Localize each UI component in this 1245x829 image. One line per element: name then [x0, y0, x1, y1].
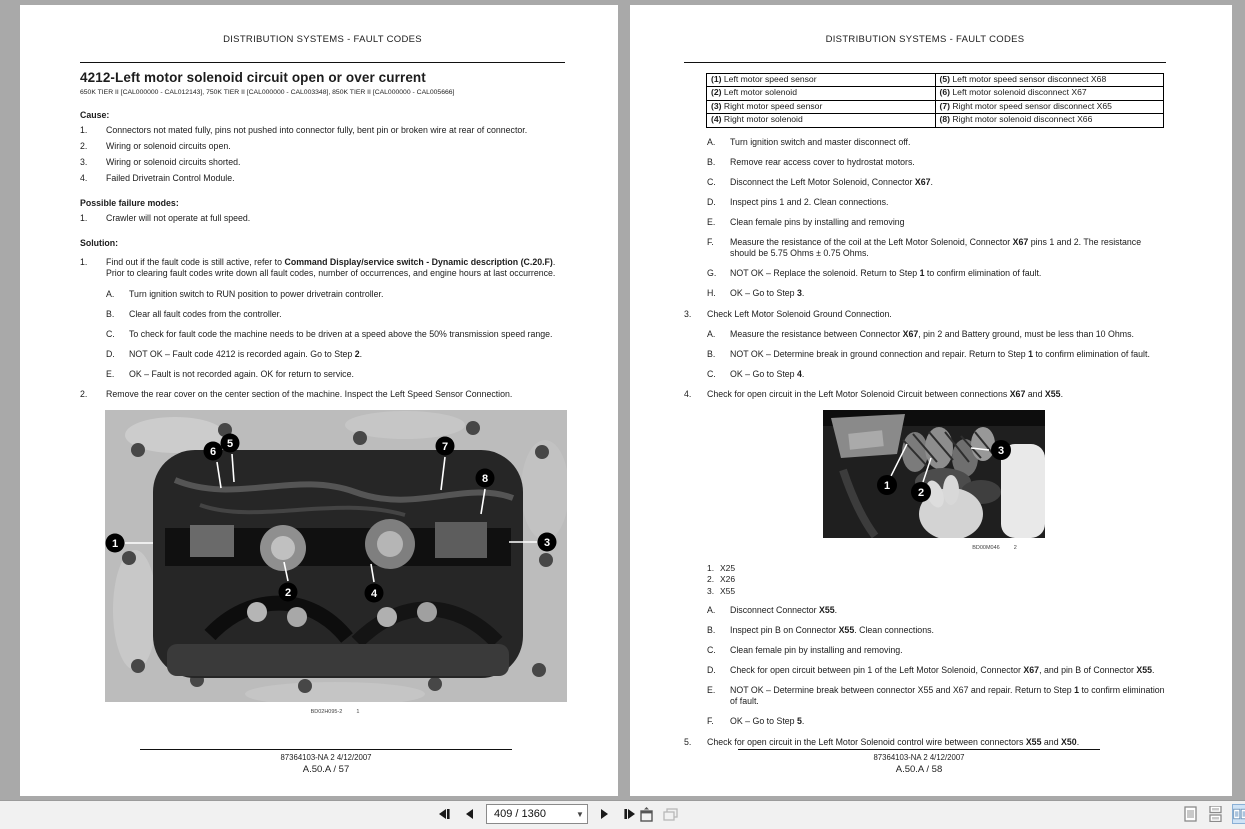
list-item: [707, 369, 1166, 380]
list-item-text: Measure the resistance of the coil at the Left Motor Solenoid, Connector X67 pins 1 and 2. The resistance should be 5.75 Ohms ± 0.75 Ohms.: [730, 237, 1142, 259]
footer-rule: [140, 749, 512, 750]
list-item: [684, 737, 1166, 748]
list-item: [707, 716, 1166, 727]
list-item: [106, 349, 565, 360]
list-item: [106, 369, 565, 380]
previous-page-button[interactable]: [460, 804, 480, 824]
list-item-text: X25: [720, 562, 736, 573]
list-item-text: Failed Drivetrain Control Module.: [106, 173, 235, 184]
list-item-label: C.: [707, 176, 716, 187]
list-item-text: Turn ignition switch and master disconnect off.: [730, 136, 911, 147]
fault-code-title: 4212-Left motor solenoid circuit open or over current: [80, 70, 426, 85]
chevron-down-icon[interactable]: ▼: [576, 809, 584, 819]
list-item-text: OK – Fault is not recorded again. OK for return to service.: [129, 368, 354, 379]
list-item-label: D.: [707, 197, 716, 208]
cascade-windows-button[interactable]: [660, 804, 680, 824]
list-item-text: OK – Go to Step 3.: [730, 288, 805, 299]
list-item-text: Clear all fault codes from the controller.: [129, 308, 282, 319]
single-page-view-button[interactable]: [1182, 804, 1199, 824]
list-item-label: E.: [106, 368, 115, 379]
list-item-label: 4.: [80, 173, 88, 184]
list-item-text: Check for open circuit in the Left Motor Solenoid control wire between connectors X55 and X50.: [707, 736, 1080, 747]
new-window-button[interactable]: [636, 804, 656, 824]
table-cell: (1) Left motor speed sensor: [707, 74, 936, 87]
list-item-label: 2.: [80, 388, 88, 399]
list-item-text: OK – Go to Step 4.: [730, 368, 805, 379]
list-item-text: Clean female pin by installing and removing.: [730, 645, 903, 656]
table-cell: (3) Right motor speed sensor: [707, 100, 936, 113]
table-cell: (7) Right motor speed sensor disconnect X65: [935, 100, 1164, 113]
list-item-text: Crawler will not operate at full speed.: [106, 213, 251, 224]
list-item-text: Clean female pins by installing and removing: [730, 217, 905, 228]
callout-1: 1: [883, 479, 891, 492]
header-rule: [80, 62, 565, 63]
callout-6: 6: [209, 446, 217, 459]
continuous-view-icon: [1209, 806, 1222, 822]
list-item-text: Inspect pins 1 and 2. Clean connections.: [730, 197, 889, 208]
page-number-combobox[interactable]: [486, 804, 588, 824]
list-item-label: 1.: [80, 125, 88, 135]
list-item-text: Check for open circuit between pin 1 of the Left Motor Solenoid, Connector X67, and pin B of Connector X55.: [730, 665, 1155, 676]
list-item-text: Inspect pin B on Connector X55. Clean connections.: [730, 625, 934, 636]
list-item: [684, 309, 1166, 380]
table-cell: (2) Left motor solenoid: [707, 87, 936, 100]
list-item: [707, 685, 1166, 707]
list-item-label: B.: [106, 308, 115, 319]
previous-page-icon: [464, 808, 476, 820]
list-item: [707, 645, 1166, 656]
step3-4-list: [684, 309, 1166, 400]
figure-photo: [105, 410, 567, 702]
last-page-icon: [623, 807, 637, 821]
next-page-icon: [598, 808, 610, 820]
callout-4: 4: [370, 588, 378, 601]
list-item: [707, 349, 1166, 360]
list-item-text: OK – Go to Step 5.: [730, 716, 805, 727]
list-item-label: E.: [707, 217, 716, 228]
figure-caption-number: 2: [1013, 544, 1017, 551]
callout-1: 1: [111, 538, 119, 551]
callout-legend-table: [706, 73, 1164, 128]
document-page-left: [20, 5, 618, 796]
facing-pages-view-icon: [1233, 806, 1245, 822]
list-item-label: 1.: [80, 213, 88, 224]
list-item-text: NOT OK – Determine break between connector X55 and X67 and repair. Return to Step 1 to confirm elimination of fault.: [730, 685, 1165, 707]
list-item-label: A.: [707, 604, 716, 615]
list-item: [106, 329, 565, 340]
list-item-text: Remove the rear cover on the center section of the machine. Inspect the Left Speed Sensor Connection.: [106, 388, 513, 399]
table-row: [707, 114, 1164, 127]
list-item-label: 5.: [684, 736, 692, 747]
header-rule: [684, 62, 1166, 63]
list-item-text: Wiring or solenoid circuits open.: [106, 141, 231, 152]
list-item: [707, 137, 1166, 148]
cascade-windows-icon: [662, 806, 679, 823]
list-item: [80, 213, 565, 224]
list-item: [707, 574, 1166, 584]
list-item-label: A.: [707, 328, 716, 339]
list-item: [80, 157, 565, 168]
figure-caption-code: BD00M046: [972, 544, 1000, 551]
page-layout-group: [1182, 804, 1245, 824]
figure-caption: [105, 709, 565, 715]
list-item-text: Connectors not mated fully, pins not pushed into connector fully, bent pin or broken wire at rear of connector.: [106, 125, 528, 135]
list-item-text: Remove rear access cover to hydrostat motors.: [730, 156, 915, 167]
list-item: [707, 268, 1166, 279]
step4-substeps-list: [707, 605, 1166, 728]
list-item-label: H.: [707, 288, 716, 299]
page-navigation-group: [434, 804, 640, 824]
list-item-text: Wiring or solenoid circuits shorted.: [106, 157, 241, 168]
list-item: [707, 197, 1166, 208]
list-item-label: A.: [106, 288, 115, 299]
first-page-icon: [437, 807, 451, 821]
running-header: DISTRIBUTION SYSTEMS - FAULT CODES: [825, 34, 1025, 45]
list-item-label: 1.: [80, 257, 88, 268]
list-item-label: F.: [707, 716, 714, 727]
page-number-label: A.50.A / 58: [895, 764, 943, 775]
sublist: [106, 289, 565, 380]
list-item-text: NOT OK – Fault code 4212 is recorded again. Go to Step 2.: [129, 348, 363, 359]
list-item-label: E.: [707, 685, 716, 696]
callout-3: 3: [543, 537, 551, 550]
table-row: [707, 100, 1164, 113]
list-item-text: To check for fault code the machine needs to be driven at a speed above the 50% transmission speed range.: [129, 328, 553, 339]
list-item-text: Check for open circuit in the Left Motor Solenoid Circuit between connections X67 and X55.: [707, 388, 1064, 399]
table-row: [707, 74, 1164, 87]
next-page-button[interactable]: [594, 804, 614, 824]
list-item: [707, 605, 1166, 616]
list-item: [106, 309, 565, 320]
list-item-label: 3.: [684, 308, 692, 319]
callout-2: 2: [917, 486, 925, 499]
sleeve: [1001, 444, 1045, 538]
list-item: [707, 288, 1166, 299]
list-item-label: C.: [707, 368, 716, 379]
list-item-text: Disconnect Connector X55.: [730, 604, 838, 615]
list-item: [707, 157, 1166, 168]
facing-pages-view-button[interactable]: [1232, 804, 1245, 824]
footer-rule: [738, 749, 1100, 750]
list-item: [707, 237, 1166, 259]
page-footer: [738, 749, 1100, 775]
list-item: [707, 625, 1166, 636]
first-page-button[interactable]: [434, 804, 454, 824]
sublist: [707, 329, 1166, 380]
callout-7: 7: [441, 441, 449, 454]
list-item-label: G.: [707, 268, 717, 279]
figure-photo: [823, 410, 1045, 538]
cause-heading: Cause:: [80, 110, 110, 120]
running-header: DISTRIBUTION SYSTEMS - FAULT CODES: [223, 34, 422, 45]
list-item-label: F.: [707, 237, 714, 248]
list-item-text: X26: [720, 574, 736, 585]
callout-8: 8: [481, 473, 489, 486]
table-cell: (4) Right motor solenoid: [707, 114, 936, 127]
list-item-text: Check Left Motor Solenoid Ground Connection. A. Measure the resistance between Connector X67, pin 2 and Battery ground, must be less than 10 Ohms. B. NOT OK – Determine break in ground connection and repair. Return to Step 1 to confirm elimination of fault. C. OK – Go to Step 4.: [707, 309, 1166, 380]
figure-caption-code: BD02H095-2: [310, 709, 343, 716]
list-item-label: D.: [707, 665, 716, 676]
single-page-view-icon: [1184, 806, 1197, 822]
list-item-label: C.: [707, 645, 716, 656]
list-item-text: Disconnect the Left Motor Solenoid, Connector X67.: [730, 176, 933, 187]
list-item-text: Measure the resistance between Connector X67, pin 2 and Battery ground, must be less than 10 Ohms.: [730, 328, 1134, 339]
page-indicator-value: 409 / 1360: [494, 808, 546, 820]
solution-list: [80, 257, 565, 400]
list-item-label: 3.: [707, 585, 715, 596]
list-item: [80, 257, 565, 380]
failure-modes-list: [80, 213, 565, 224]
failure-modes-heading: Possible failure modes:: [80, 198, 179, 209]
solution-heading: Solution:: [80, 238, 119, 249]
model-applicability-line: 650K TIER II [CAL000000 - CAL012143], 750K TIER II [CAL000000 - CAL003348], 850K TIER II [CAL000000 - CAL005666]: [80, 89, 455, 96]
list-item-label: C.: [106, 328, 115, 339]
list-item-label: B.: [707, 348, 716, 359]
callout-3: 3: [997, 444, 1005, 457]
page-footer: [140, 749, 512, 775]
step5-list: [684, 737, 1166, 748]
figure-caption: [823, 545, 1166, 551]
table-cell: (8) Right motor solenoid disconnect X66: [935, 114, 1164, 127]
list-item-label: B.: [707, 625, 716, 636]
callout-5: 5: [226, 438, 234, 451]
page-number-label: A.50.A / 57: [302, 764, 350, 775]
figure-hydrostat-compartment: [105, 410, 565, 715]
list-item: [707, 586, 1166, 596]
window-buttons-group: [636, 804, 680, 824]
continuous-view-button[interactable]: [1207, 804, 1224, 824]
list-item: [707, 563, 1166, 573]
list-item-label: 1.: [707, 562, 715, 573]
list-item: [80, 125, 565, 136]
table-row: [707, 87, 1164, 100]
list-item-text: Turn ignition switch to RUN position to power drivetrain controller.: [129, 288, 384, 299]
list-item-text: NOT OK – Replace the solenoid. Return to Step 1 to confirm elimination of fault.: [730, 268, 1042, 279]
list-item-label: 2.: [80, 141, 88, 152]
new-window-icon: [638, 806, 655, 823]
callout-2: 2: [284, 587, 292, 600]
list-item-text: X55: [720, 585, 736, 596]
figure-connector-location: [823, 410, 1166, 551]
list-item-text: NOT OK – Determine break in ground connection and repair. Return to Step 1 to confirm elimination of fault.: [730, 348, 1150, 359]
bottom-toolbar: [0, 800, 1245, 829]
list-item-label: 3.: [80, 157, 88, 168]
table-cell: (5) Left motor speed sensor disconnect X68: [935, 74, 1164, 87]
table-cell: (6) Left motor solenoid disconnect X67: [935, 87, 1164, 100]
list-item: [707, 665, 1166, 676]
figure-caption-number: 1: [356, 709, 360, 716]
list-item: [80, 173, 565, 184]
list-item: [684, 389, 1166, 400]
list-item-label: B.: [707, 156, 716, 167]
list-item-text: Find out if the fault code is still active, refer to Command Display/service switch - Dynamic description (C.20.F). Prior to clearing fault codes write down all fault codes, number of occurrences, and engine hours at last occurrence. A. Turn ignition switch to RUN position to power drivetrain controller. B. Clear all fault codes from the controller. C. To check for fault code the machine needs to be driven at a speed above the 50% transmission speed range. D. NOT OK – Fault code 4212 is recorded again. Go to Step 2. E. OK – Fault is not recorded again. OK for return to service.: [106, 257, 565, 380]
list-item-label: 2.: [707, 574, 715, 585]
document-page-right: [630, 5, 1232, 796]
list-item: [80, 389, 565, 400]
list-item: [707, 217, 1166, 228]
cause-list: [80, 125, 565, 184]
document-number: 87364103-NA 2 4/12/2007: [873, 753, 965, 762]
list-item-label: A.: [707, 136, 716, 147]
step2-substeps-list: [707, 137, 1166, 300]
document-number: 87364103-NA 2 4/12/2007: [280, 753, 372, 762]
list-item: [707, 329, 1166, 340]
list-item: [80, 141, 565, 152]
list-item: [707, 177, 1166, 188]
list-item-label: D.: [106, 348, 115, 359]
list-item: [106, 289, 565, 300]
connector-id-list: [707, 563, 1166, 596]
list-item-label: 4.: [684, 388, 692, 399]
